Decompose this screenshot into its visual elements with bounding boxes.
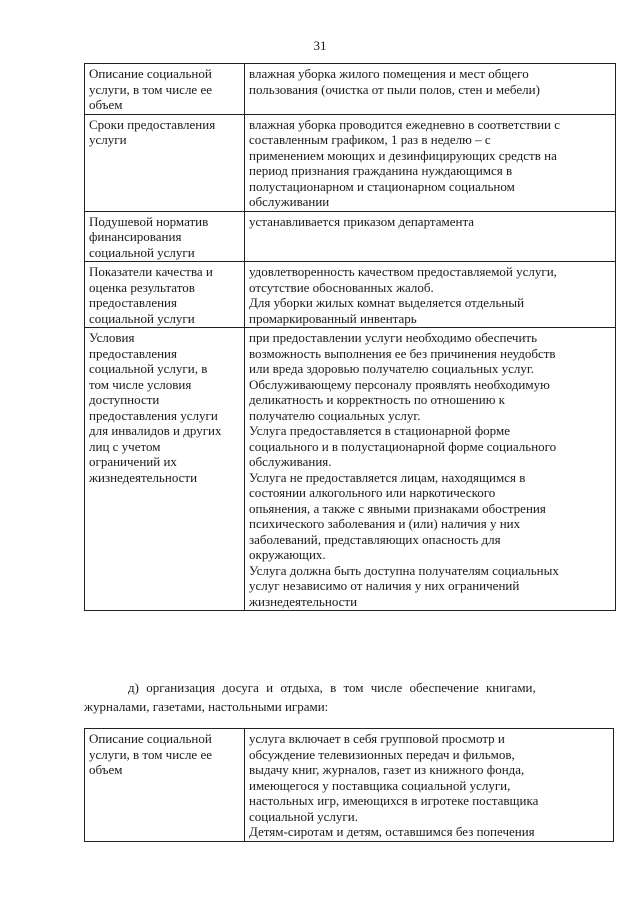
row-value-line: психического заболевания и (или) наличия у них xyxy=(249,516,521,531)
row-value-line: полустационарном и стационарном социальном xyxy=(249,178,515,194)
row-value-cell xyxy=(245,328,616,611)
row-value-line: пользования (очистка от пыли полов, стен и мебели) xyxy=(249,81,540,97)
row-value-cell xyxy=(245,211,616,262)
service-description-table xyxy=(84,63,616,611)
row-label-line: предоставления услуги xyxy=(89,407,218,423)
row-value-line: Услуга предоставляется в стационарной форме xyxy=(249,423,510,438)
row-value-line: социальной услуги. xyxy=(249,808,358,824)
row-value-line: Обслуживающему персоналу проявлять необходимую xyxy=(249,376,550,392)
row-label-line: социальной услуги, в xyxy=(89,361,208,376)
row-label-cell xyxy=(85,262,245,328)
row-label-line: Описание социальной xyxy=(89,66,212,81)
table-row xyxy=(85,262,616,328)
row-value-line: жизнедеятельности xyxy=(249,593,358,609)
row-label-cell xyxy=(85,114,245,211)
row-value-cell xyxy=(245,262,616,328)
row-label-line: услуги, в том числе ее xyxy=(89,81,212,97)
table-row xyxy=(85,328,616,611)
row-value-line: устанавливается приказом департамента xyxy=(249,213,475,229)
row-label-line: социальной услуги xyxy=(89,244,195,260)
row-label-line: ограничений их xyxy=(89,454,177,469)
row-label-line: услуги, в том числе ее xyxy=(89,746,212,762)
row-value-line: обслуживания. xyxy=(249,454,332,469)
row-label-line: Подушевой норматив xyxy=(89,213,209,229)
row-value-line: при предоставлении услуги необходимо обеспечить xyxy=(249,330,538,345)
row-label-line: социальной услуги xyxy=(89,310,195,326)
row-label-line: предоставления xyxy=(89,295,177,310)
row-value-line: Для уборки жилых комнат выделяется отдельный xyxy=(249,295,525,310)
table-row xyxy=(85,729,614,842)
row-value-line: услуга включает в себя групповой просмотр и xyxy=(249,731,505,746)
row-label-line: Сроки предоставления xyxy=(89,116,216,132)
page-number: 31 xyxy=(313,38,327,53)
table-row xyxy=(85,114,616,211)
row-value-line: обслуживании xyxy=(249,194,330,209)
row-label-line: оценка результатов xyxy=(89,279,195,295)
section-paragraph xyxy=(84,678,616,716)
row-label-line: жизнедеятельности xyxy=(89,469,198,485)
paragraph-line: журналами, газетами, настольными играми: xyxy=(84,699,329,714)
row-label-cell xyxy=(85,729,245,842)
row-label-cell xyxy=(85,64,245,115)
row-value-line: удовлетворенность качеством предоставляемой услуги, xyxy=(249,264,557,279)
row-value-line: применением моющих и дезинфицирующих средств на xyxy=(249,147,557,163)
table-body xyxy=(85,729,614,842)
row-value-line: заболеваний, представляющих опасность для xyxy=(249,531,501,547)
row-value-line: влажная уборка проводится ежедневно в соответствии с xyxy=(249,116,561,132)
row-value-line: выдачу книг, журналов, газет из книжного фонда, xyxy=(249,762,525,777)
row-value-line: опьянения, а также с явными признаками обострения xyxy=(249,500,546,516)
row-label-line: финансирования xyxy=(89,229,182,244)
row-value-line: окружающих. xyxy=(249,547,326,562)
row-label-line: для инвалидов и других xyxy=(89,423,222,438)
row-value-line: или вреда здоровью получателю социальных услуг. xyxy=(249,361,535,376)
row-label-line: объем xyxy=(89,97,123,112)
row-label-cell xyxy=(85,328,245,611)
row-label-line: предоставления xyxy=(89,345,177,361)
row-value-line: социального и в полустационарной форме социального xyxy=(249,438,557,454)
row-value-line: Услуга должна быть доступна получателям социальных xyxy=(249,562,559,578)
row-value-line: обсуждение телевизионных передач и фильмов, xyxy=(249,746,515,762)
row-value-line: влажная уборка жилого помещения и мест общего xyxy=(249,66,529,81)
row-label-line: Описание социальной xyxy=(89,731,212,746)
row-value-line: получателю социальных услуг. xyxy=(249,407,421,423)
row-label-line: Условия xyxy=(89,330,135,345)
row-value-line: имеющегося у поставщика социальной услуги, xyxy=(249,777,511,793)
row-label-line: услуги xyxy=(89,132,127,147)
row-label-line: Показатели качества и xyxy=(89,264,213,279)
row-value-cell xyxy=(245,114,616,211)
row-value-line: возможность выполнения ее без причинения неудобств xyxy=(249,345,556,361)
row-value-line: настольных игр, имеющихся в игротеке поставщика xyxy=(249,793,539,808)
row-value-line: период признания гражданина нуждающимся в xyxy=(249,163,513,178)
row-value-line: отсутствие обоснованных жалоб. xyxy=(249,279,434,295)
row-label-line: объем xyxy=(89,762,123,777)
row-value-line: деликатность и корректность по отношению к xyxy=(249,392,505,407)
row-value-line: состоянии алкогольного или наркотического xyxy=(249,485,496,500)
row-value-line: промаркированный инвентарь xyxy=(249,310,417,326)
paragraph-line: д) организация досуга и отдыха, в том числе обеспечение книгами, xyxy=(128,680,536,695)
row-value-cell xyxy=(245,64,616,115)
row-value-line: Услуга не предоставляется лицам, находящимся в xyxy=(249,469,526,485)
row-value-line: услуг независимо от наличия у них ограничений xyxy=(249,578,520,593)
row-label-cell xyxy=(85,211,245,262)
table-row xyxy=(85,211,616,262)
row-label-line: лиц с учетом xyxy=(89,438,161,454)
leisure-service-table xyxy=(84,728,614,842)
row-value-cell xyxy=(245,729,614,842)
table-row xyxy=(85,64,616,115)
row-label-line: доступности xyxy=(89,392,160,407)
table-body xyxy=(85,64,616,611)
row-value-line: составленным графиком, 1 раз в неделю – с xyxy=(249,132,491,147)
row-label-line: том числе условия xyxy=(89,376,192,392)
row-value-line: Детям-сиротам и детям, оставшимся без попечения xyxy=(249,824,535,839)
